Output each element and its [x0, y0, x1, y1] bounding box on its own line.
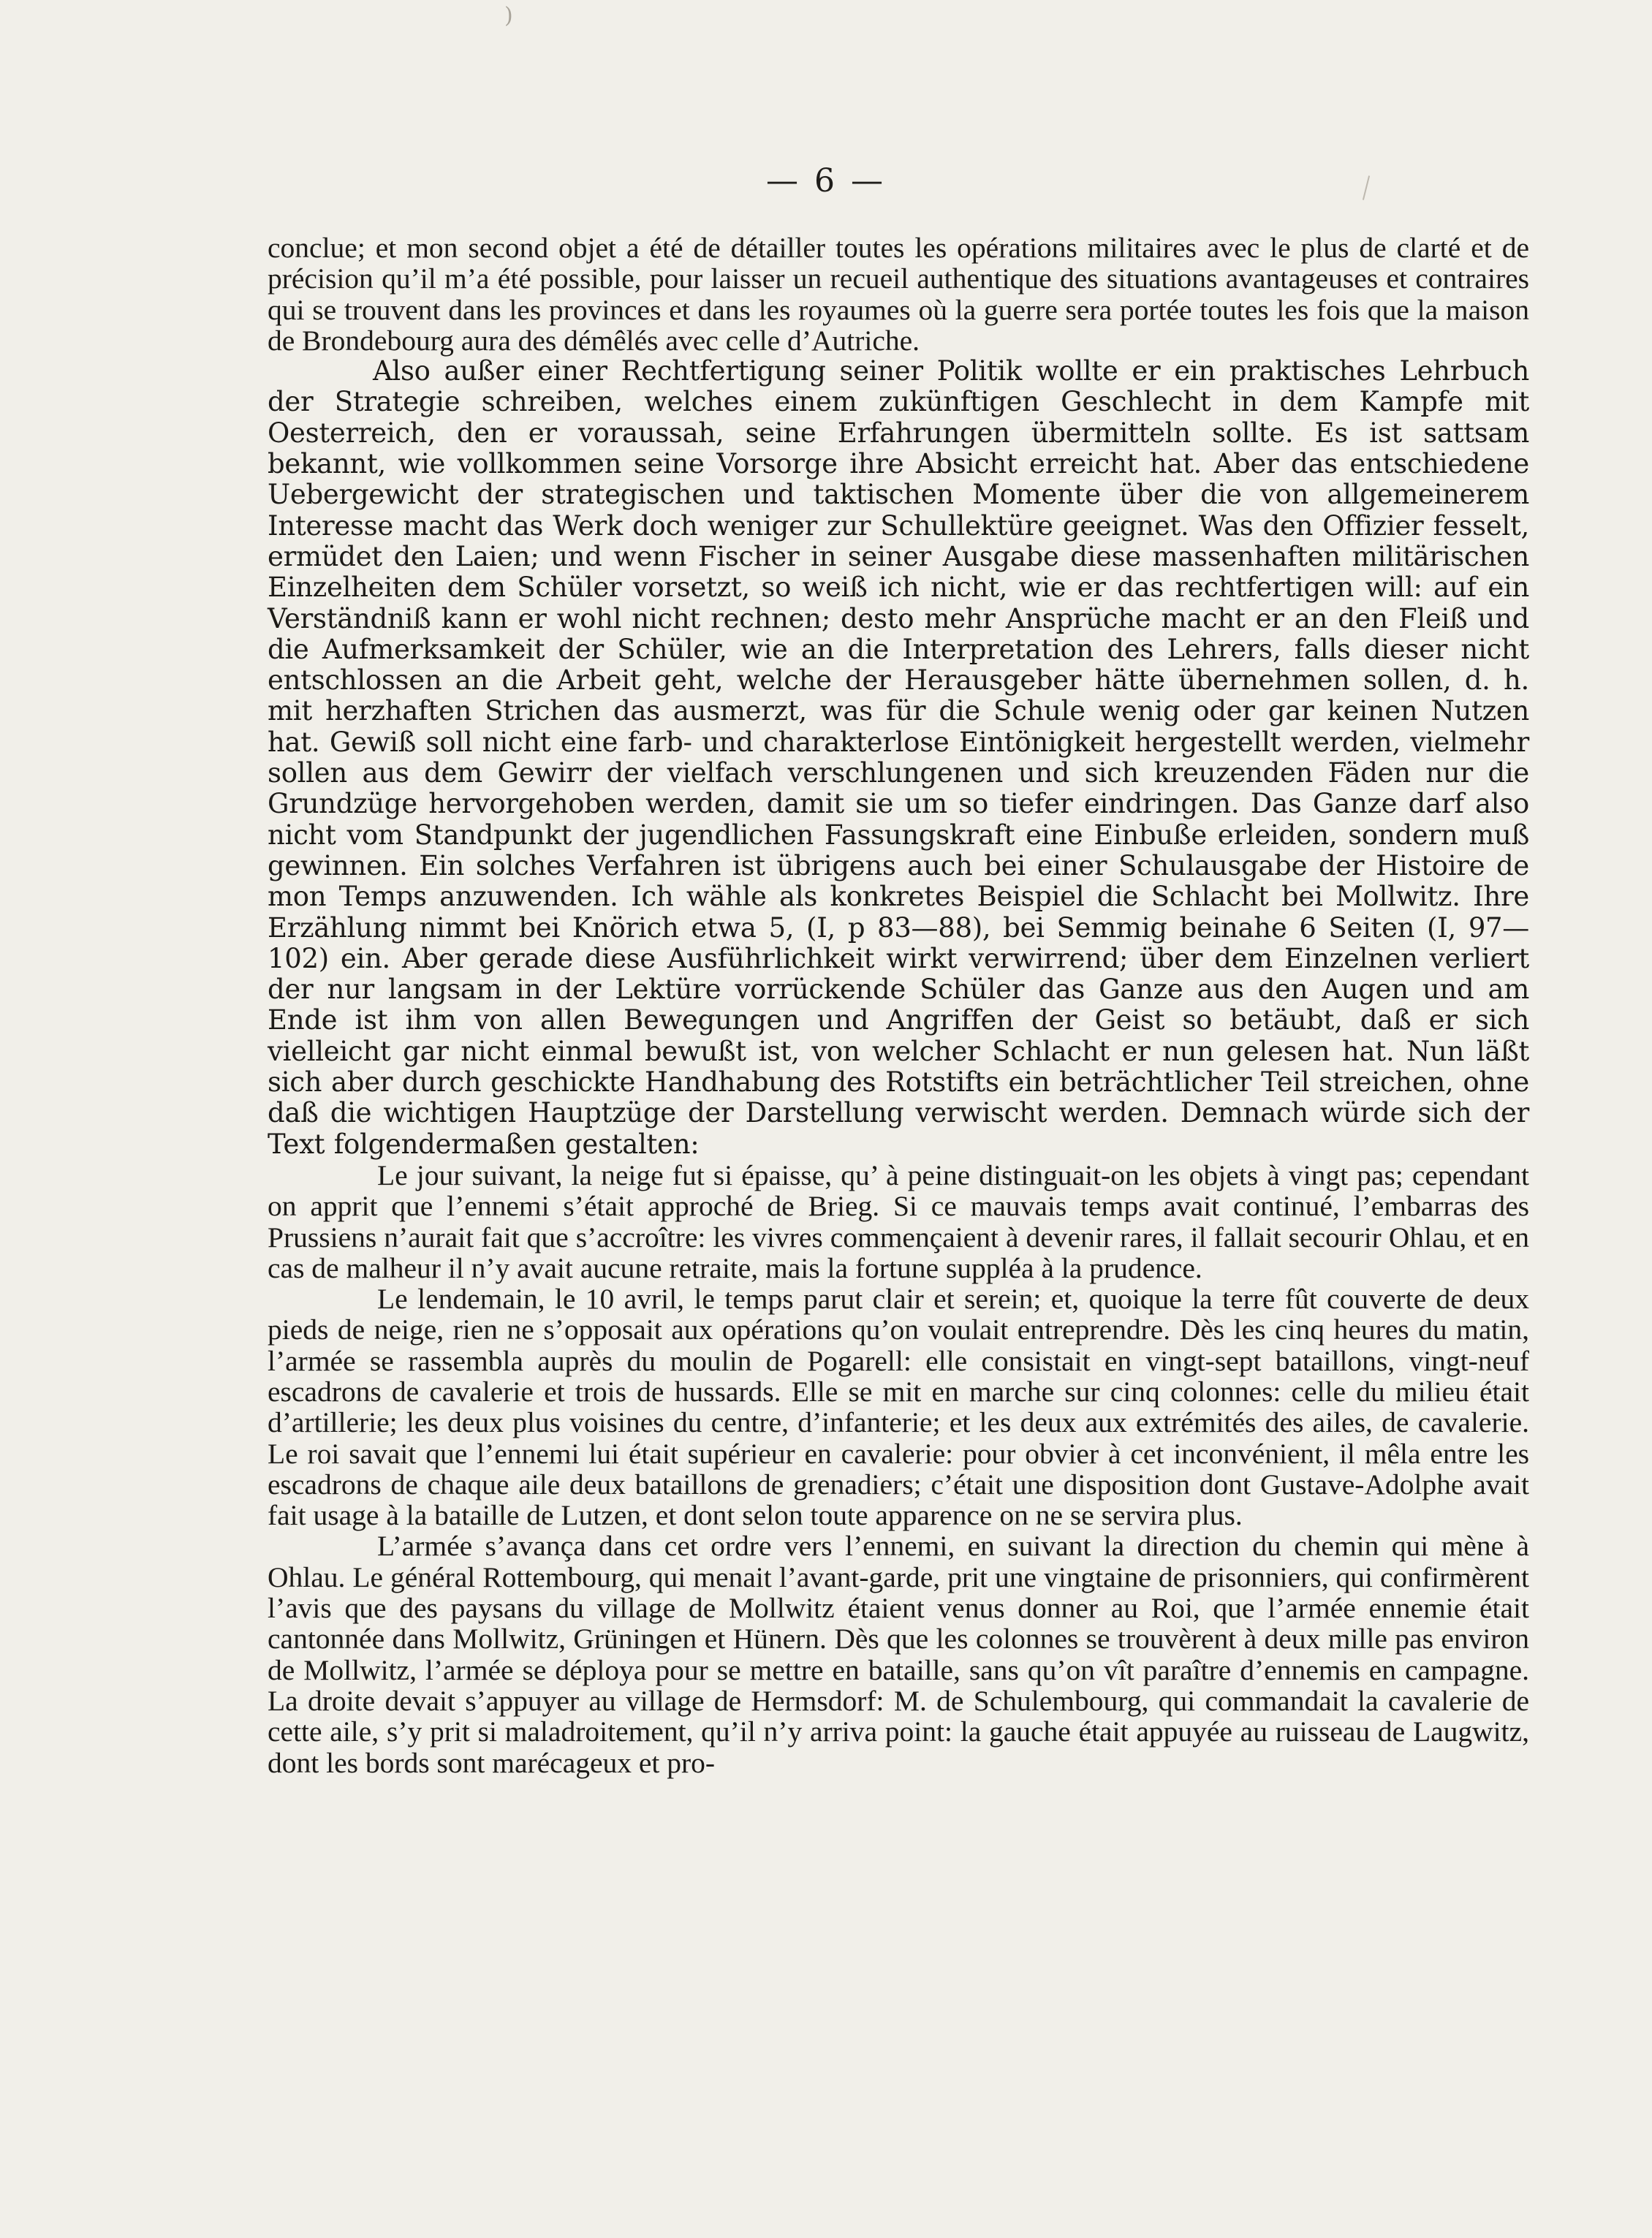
body-text	[268, 232, 1529, 1778]
paragraph-french-quote-end: conclue; et mon second objet a été de détailler toutes les opérations militaires avec le plus de clarté et de précision qu’il m’a été possible, pour laisser un recueil authentique des situations avantageuses et contraires qui se trouvent dans les provinces et dans les royaumes où la guerre sera portée toutes les fois que la maison de Brondebourg aura des démêlés avec celle d’Autriche.	[268, 232, 1529, 357]
paragraph-french-excerpt-1: Le jour suivant, la neige fut si épaisse, qu’ à peine distinguait-on les objets à vingt pas; cependant on apprit que l’ennemi s’était approché de Brieg. Si ce mauvais temps avait continué, l’embarras des Prussiens n’aurait fait que s’accroître: les vivres commençaient à devenir rares, il fallait secourir Ohlau, et en cas de malheur il n’y avait aucune retraite, mais la fortune suppléa à la prudence.	[268, 1158, 1529, 1284]
stray-margin-mark: )	[504, 3, 513, 29]
page-number: — 6 —	[766, 162, 886, 200]
paragraph-french-excerpt-3: L’armée s’avança dans cet ordre vers l’ennemi, en suivant la direction du chemin qui mène à Ohlau. Le général Rottembourg, qui menait l’avant-garde, prit une vingtaine de prisonniers, qui confirmèrent l’avis que des paysans du village de Mollwitz étaient venus donner au Roi, que l’armée ennemie était cantonnée dans Mollwitz, Grüningen et Hünern. Dès que les colonnes se trouvèrent à deux mille pas environ de Mollwitz, l’armée se déploya pour se mettre en bataille, sans qu’on vît paraître d’ennemis en campagne. La droite devait s’appuyer au village de Hermsdorf: M. de Schulembourg, qui commandait la cavalerie de cette aile, s’y prit si maladroitement, qu’il n’y arriva point: la gauche était appuyée au ruisseau de Laugwitz, dont les bords sont marécageux et pro-	[268, 1530, 1529, 1779]
paragraph-french-excerpt-2: Le lendemain, le 10 avril, le temps parut clair et serein; et, quoique la terre fût couverte de deux pieds de neige, rien ne s’opposait aux opérations qu’on voulait entreprendre. Dès les cinq heures du matin, l’armée se rassembla auprès du moulin de Pogarell: elle consistait en vingt-sept bataillons, vingt-neuf escadrons de cavalerie et trois de hussards. Elle se mit en marche sur cinq colonnes: celle du milieu était d’artillerie; les deux plus voisines du centre, d’infanterie; et les deux aux extrémités des ailes, de cavalerie. Le roi savait que l’ennemi lui était supérieur en cavalerie: pour obvier à cet inconvénient, il mêla entre les escadrons de chaque aile deux bataillons de grenadiers; c’était une disposition dont Gustave-Adolphe avait fait usage à la bataille de Lutzen, et dont selon toute apparence on ne se servira plus.	[268, 1283, 1529, 1532]
paragraph-german-commentary: Also außer einer Rechtfertigung seiner Politik wollte er ein praktisches Lehrbuch der Strategie schreiben, welches einem zukünftigen Geschlecht in dem Kampfe mit Oesterreich, den er voraussah, seine Erfahrungen übermitteln sollte. Es ist sattsam bekannt, wie vollkommen seine Vorsorge ihre Absicht erreicht hat. Aber das entschiedene Uebergewicht der strategischen und taktischen Momente über die von allgemeinerem Interesse macht das Werk doch weniger zur Schullektüre geeignet. Was den Offizier fesselt, ermüdet den Laien; und wenn Fischer in seiner Ausgabe diese massenhaften militärischen Einzelheiten dem Schüler vorsetzt, so weiß ich nicht, wie er das rechtfertigen will: auf ein Verständniß kann er wohl nicht rechnen; desto mehr Ansprüche macht er an den Fleiß und die Aufmerksamkeit der Schüler, wie an die Interpretation des Lehrers, falls dieser nicht entschlossen an die Arbeit geht, welche der Herausgeber hätte übernehmen sollen, d. h. mit herzhaften Strichen das ausmerzt, was für die Schule wenig oder gar keinen Nutzen hat. Gewiß soll nicht eine farb- und charakterlose Eintönigkeit hergestellt werden, vielmehr sollen aus dem Gewirr der vielfach verschlungenen und sich kreuzenden Fäden nur die Grundzüge hervorgehoben werden, damit sie um so tiefer eindringen. Das Ganze darf also nicht vom Standpunkt der jugendlichen Fassungskraft eine Einbuße erleiden, sondern muß gewinnen. Ein solches Verfahren ist übrigens auch bei einer Schulausgabe der Histoire de mon Temps anzuwenden. Ich wähle als konkretes Beispiel die Schlacht bei Mollwitz. Ihre Erzählung nimmt bei Knörich etwa 5, (I, p 83—88), bei Semmig beinahe 6 Seiten (I, 97—102) ein. Aber gerade diese Ausführlichkeit wirkt verwirrend; über dem Einzelnen verliert der nur langsam in der Lektüre vorrückende Schüler das Ganze aus den Augen und am Ende ist ihm von allen Bewegungen und Angriffen der Geist so betäubt, daß er sich vielleicht gar nicht einmal bewußt ist, von welcher Schlacht er nun gelesen hat. Nun läßt sich aber durch geschickte Handhabung des Rotstifts ein beträchtlicher Teil streichen, ohne daß die wichtigen Hauptzüge der Darstellung verwischt werden. Demnach würde sich der Text folgendermaßen gestalten:	[268, 355, 1529, 1160]
